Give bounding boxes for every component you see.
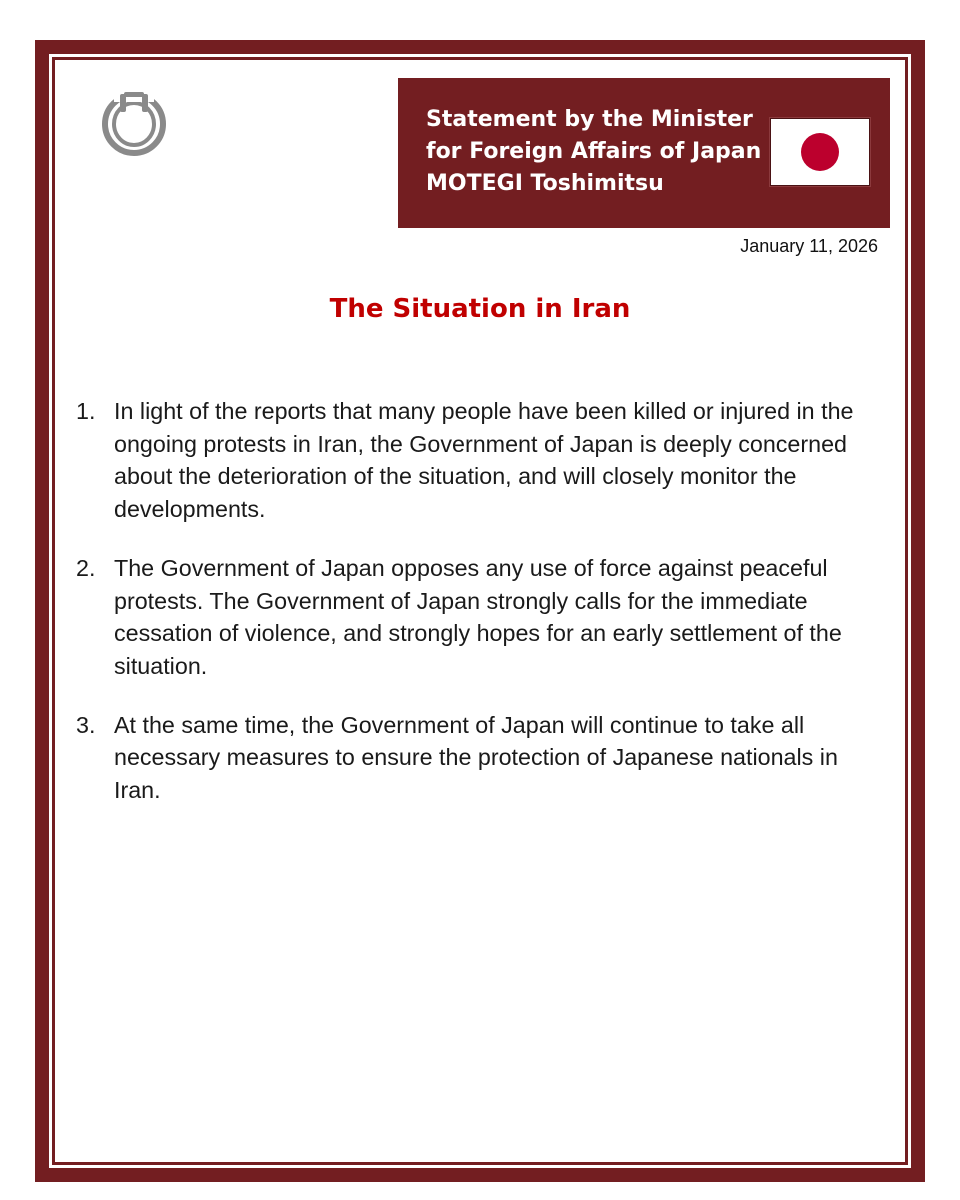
item-text: At the same time, the Government of Japan will continue to take all necessary measures to ensure the protection of Japanese nationals in Iran. — [114, 711, 838, 804]
header-title — [426, 104, 761, 200]
statement-date: January 11, 2026 — [740, 236, 878, 256]
item-text: The Government of Japan opposes any use of force against peaceful protests. The Government of Japan strongly calls for the immediate cessation of violence, and strongly hopes for an early settlement of the situation. — [114, 554, 842, 679]
list-item — [76, 709, 888, 807]
statement-list — [76, 395, 888, 833]
page-title: The Situation in Iran — [329, 294, 631, 324]
item-number: 1. — [76, 398, 96, 424]
statement-header — [398, 78, 890, 228]
item-number: 2. — [76, 554, 96, 581]
japan-flag-icon — [770, 118, 870, 186]
item-text: In light of the reports that many people have been killed or injured in the ongoing protests in Iran, the Government of Japan is deeply concerned about the deterioration of the situation, and will closely monitor the developments. — [114, 398, 854, 523]
list-item — [76, 395, 888, 526]
flag-disc — [801, 133, 839, 171]
header-title-line: MOTEGI Toshimitsu — [426, 171, 664, 196]
list-item — [76, 552, 888, 683]
header-title-line: Statement by the Minister — [426, 107, 753, 132]
item-number: 3. — [76, 711, 96, 738]
header-title-line: for Foreign Affairs of Japan — [426, 139, 762, 164]
ministry-emblem-icon — [100, 84, 168, 156]
